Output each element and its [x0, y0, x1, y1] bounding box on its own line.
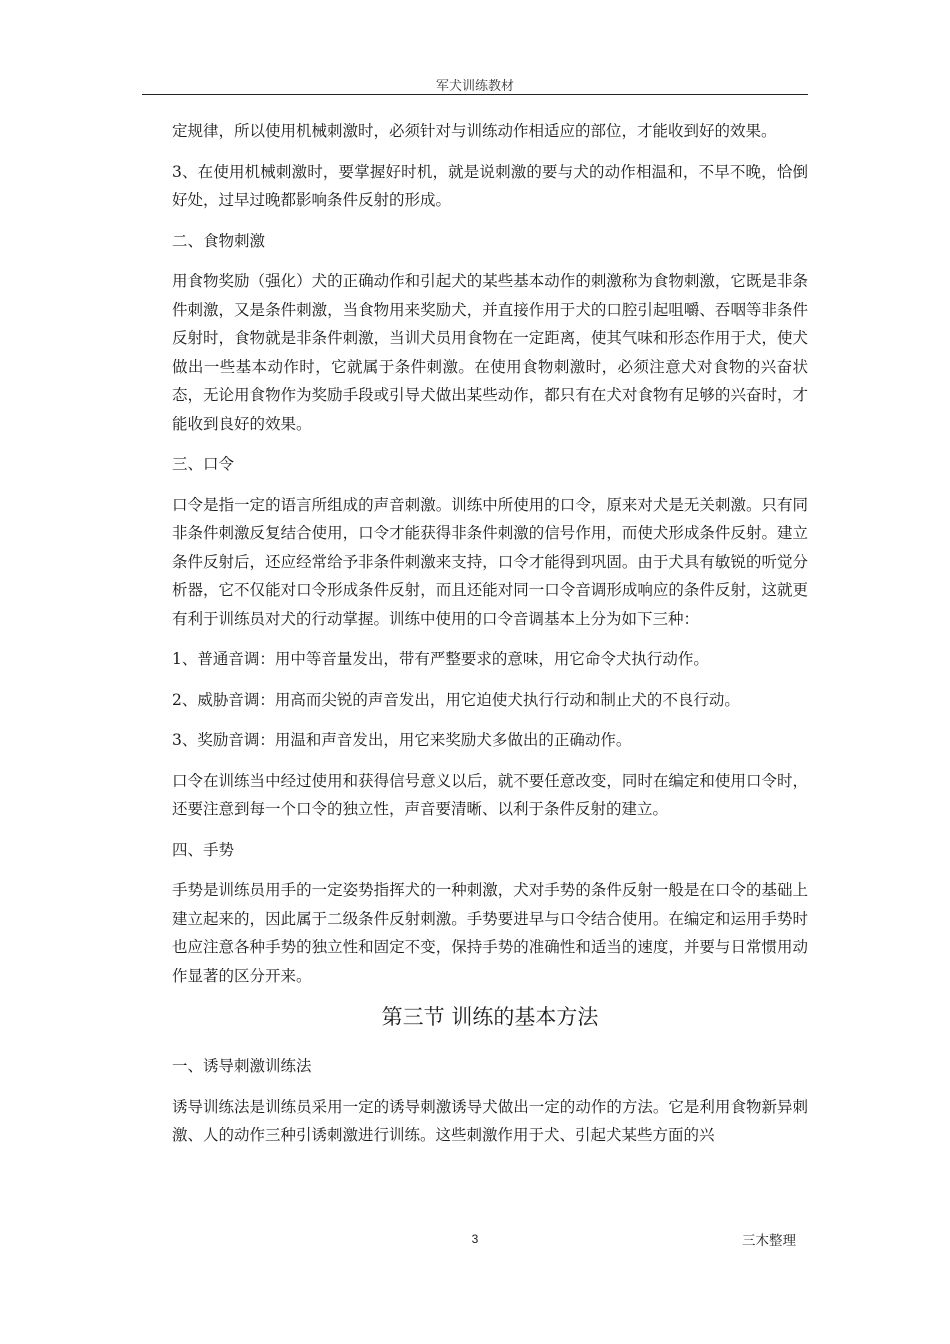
footer-credit: 三木整理 — [742, 1233, 796, 1249]
paragraph-command-usage: 口令在训练当中经过使用和获得信号意义以后，就不要任意改变，同时在编定和使用口令时，还要注意到每一个口令的独立性，声音要清晰、以利于条件反射的建立。 — [172, 771, 808, 818]
paragraph: 定规律，所以使用机械刺激时，必须针对与训练动作相适应的部位，才能收到好的效果。 — [172, 122, 777, 140]
paragraph: 3、在使用机械刺激时，要掌握好时机，就是说刺激的要与犬的动作相温和，不早不晚，恰倒好处，过早过晚都影响条件反射的形成。 — [172, 162, 808, 209]
subheading-food-stimulus: 二、食物刺激 — [172, 231, 266, 250]
page-number: 3 — [471, 1232, 479, 1246]
section-title: 第三节 训练的基本方法 — [381, 1005, 599, 1029]
subheading-induce-method: 一、诱导刺激训练法 — [172, 1057, 312, 1075]
list-item-tone-1: 1、普通音调：用中等音量发出，带有严整要求的意味，用它命令犬执行动作。 — [172, 650, 709, 668]
subheading-gesture: 四、手势 — [172, 840, 235, 859]
list-item-tone-2: 2、威胁音调：用高而尖锐的声音发出，用它迫使犬执行行动和制止犬的不良行动。 — [172, 690, 740, 709]
paragraph-induce-method: 诱导训练法是训练员采用一定的诱导刺激诱导犬做出一定的动作的方法。它是利用食物新异刺激、人的动作三种引诱刺激进行训练。这些刺激作用于犬、引起犬某些方面的兴 — [172, 1097, 808, 1144]
paragraph-gesture: 手势是训练员用手的一定姿势指挥犬的一种刺激，犬对手势的条件反射一般是在口令的基础上建立起来的，因此属于二级条件反射刺激。手势要进早与口令结合使用。在编定和运用手势时也应注意各种手势的独立性和固定不变，保持手势的准确性和适当的速度，并要与日常惯用动作显著的区分开来。 — [172, 881, 808, 985]
header-rule — [142, 94, 808, 95]
header-title: 军犬训练教材 — [435, 79, 514, 94]
subheading-command: 三、口令 — [172, 455, 235, 473]
paragraph-command: 口令是指一定的语言所组成的声音刺激。训练中所使用的口令，原来对犬是无关刺激。只有同非条件刺激反复结合使用，口令才能获得非条件刺激的信号作用，而使犬形成条件反射。建立条件反射后，还应经常给予非条件刺激来支持，口令才能得到巩固。由于犬具有敏锐的听觉分析器，它不仅能对口令形成条件反射，而且还能对同一口令音调形成响应的条件反射，这就更有利于训练员对犬的行动掌握。训练中使用的口令音调基本上分为如下三种： — [172, 495, 808, 628]
paragraph-food-stimulus: 用食物奖励（强化）犬的正确动作和引起犬的某些基本动作的刺激称为食物刺激，它既是非条件刺激，又是条件刺激，当食物用来奖励犬，并直接作用于犬的口腔引起咀嚼、吞咽等非条件反射时，食物就是非条件刺激，当训犬员用食物在一定距离，使其气味和形态作用于犬，使犬做出一些基本动作时，它就属于条件刺激。在使用食物刺激时，必须注意犬对食物的兴奋状态，无论用食物作为奖励手段或引导犬做出某些动作，都只有在犬对食物有足够的兴奋时，才能收到良好的效果。 — [172, 272, 808, 433]
page-body — [172, 117, 808, 1162]
list-item-tone-3: 3、奖励音调：用温和声音发出，用它来奖励犬多做出的正确动作。 — [172, 731, 632, 749]
